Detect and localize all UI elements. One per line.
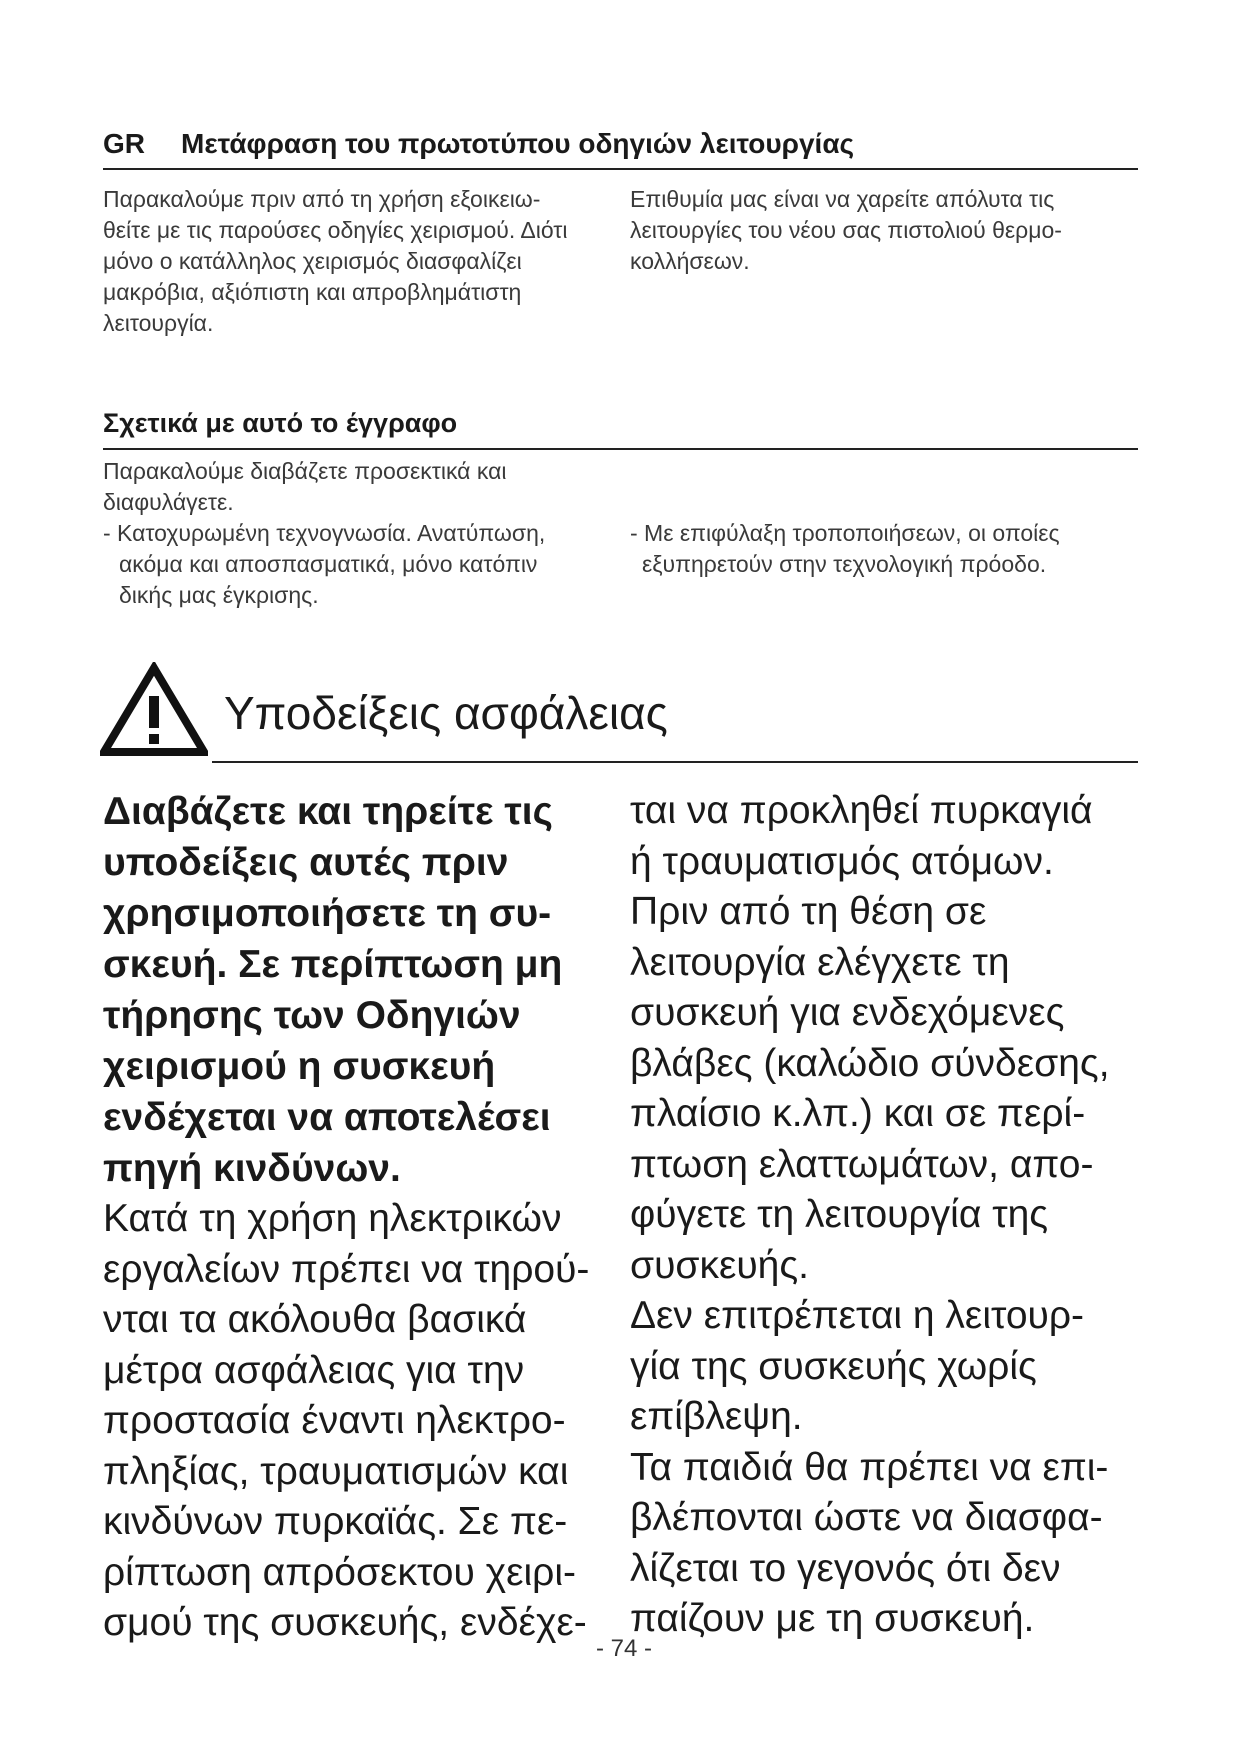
about-section-title (103, 408, 1138, 450)
intro-right-line: λειτουργίες του νέου σας πιστολιού θερμο- (630, 217, 1062, 243)
safety-right-line: Τα παιδιά θα πρέπει να επι- (630, 1445, 1109, 1489)
intro-left-line: θείτε με τις παρούσες οδηγίες χειρισμού. Διότι (103, 217, 568, 243)
safety-right-line: παίζουν με τη συσκευή. (630, 1597, 1035, 1640)
safety-left-line: εργαλείων πρέπει να τηρού- (103, 1247, 590, 1291)
safety-title: Υποδείξεις ασφάλειας (224, 687, 668, 739)
safety-right-line: πτωση ελαττωμάτων, απο- (630, 1142, 1094, 1186)
safety-right-line: ται να προκληθεί πυρκαγιά (630, 789, 1093, 832)
about-lead-line: Παρακαλούμε διαβάζετε προσεκτικά και (103, 458, 507, 484)
safety-left-line: μέτρα ασφάλειας για την (103, 1348, 525, 1392)
document-title: Μετάφραση του πρωτοτύπου οδηγιών λειτουργίας (181, 128, 855, 159)
safety-left-body (103, 1194, 613, 1649)
safety-right-line: ή τραυματισμός ατόμων. (630, 839, 1054, 883)
intro-left-line: μακρόβια, αξιόπιστη και απροβλημάτιστη (103, 279, 522, 305)
safety-right-body (630, 786, 1138, 1645)
bold-warning-line: σκευή. Σε περίπτωση μη (103, 943, 563, 986)
warning-triangle-icon (100, 662, 208, 758)
bold-warning-line: ενδέχεται να αποτελέσει (103, 1096, 551, 1139)
safety-right-line: φύγετε τη λειτουργία της (630, 1193, 1049, 1236)
intro-left-column (103, 184, 623, 339)
safety-right-line: Δεν επιτρέπεται η λειτουρ- (630, 1294, 1085, 1337)
safety-right-line: λειτουργία ελέγχετε τη (630, 940, 1010, 984)
about-left-column (103, 456, 623, 611)
about-right-item-line: - Με επιφύλαξη τροποποιήσεων, οι οποίες (630, 520, 1060, 546)
bold-warning-line: Διαβάζετε και τηρείτε τις (103, 790, 553, 833)
safety-left-line: νται τα ακόλουθα βασικά (103, 1298, 527, 1341)
intro-right-column (630, 184, 1138, 277)
intro-right-line: κολλήσεων. (630, 248, 750, 274)
about-title-text: Σχετικά με αυτό το έγγραφο (103, 408, 458, 438)
safety-right-line: συσκευής. (630, 1243, 810, 1287)
safety-right-line: συσκευή για ενδεχόμενες (630, 991, 1065, 1034)
safety-right-line: πλαίσιο κ.λπ.) και σε περί- (630, 1092, 1086, 1135)
about-left-item-line: δικής μας έγκρισης. (119, 582, 319, 608)
safety-right-line: βλέπονται ώστε να διασφα- (630, 1496, 1103, 1539)
page-number: - 74 - (596, 1635, 653, 1662)
safety-left-line: Κατά τη χρήση ηλεκτρικών (103, 1197, 562, 1240)
intro-left-line: λειτουργία. (103, 310, 214, 336)
intro-left-line: μόνο ο κατάλληλος χειρισμός διασφαλίζει (103, 248, 522, 274)
bold-warning-line: χρησιμοποιήσετε τη συ- (103, 892, 552, 935)
safety-right-line: Πριν από τη θέση σε (630, 890, 987, 933)
language-code: GR (103, 128, 145, 159)
safety-left-line: κινδύνων πυρκαϊάς. Σε πε- (103, 1500, 568, 1543)
about-right-column (630, 518, 1138, 580)
safety-left-line: προστασία έναντι ηλεκτρο- (103, 1399, 566, 1442)
safety-left-line: σμού της συσκευής, ενδέχε- (103, 1601, 587, 1644)
intro-right-line: Επιθυμία μας είναι να χαρείτε απόλυτα τις (630, 186, 1055, 212)
safety-right-line: γία της συσκευής χωρίς (630, 1344, 1037, 1388)
about-left-item-line: ακόμα και αποσπασματικά, μόνο κατόπιν (119, 551, 538, 577)
bold-warning-line: υποδείξεις αυτές πριν (103, 841, 509, 884)
intro-left-line: Παρακαλούμε πριν από τη χρήση εξοικειω- (103, 186, 541, 212)
page-header (103, 124, 1138, 170)
safety-left-line: πληξίας, τραυματισμών και (103, 1449, 569, 1493)
safety-right-line: λίζεται το γεγονός ότι δεν (630, 1546, 1061, 1590)
about-right-item-line: εξυπηρετούν στην τεχνολογική πρόοδο. (642, 551, 1047, 577)
safety-bold-warning (103, 786, 613, 1194)
about-left-item-line: - Κατοχυρωμένη τεχνογνωσία. Ανατύπωση, (103, 520, 546, 546)
about-lead-line: διαφυλάγετε. (103, 489, 234, 515)
bold-warning-line: τήρησης των Οδηγιών (103, 994, 521, 1037)
safety-left-line: ρίπτωση απρόσεκτου χειρι- (103, 1550, 577, 1594)
safety-right-line: βλάβες (καλώδιο σύνδεσης, (630, 1041, 1110, 1085)
bold-warning-line: πηγή κινδύνων. (103, 1147, 401, 1190)
safety-right-line: επίβλεψη. (630, 1395, 803, 1438)
bold-warning-line: χειρισμού η συσκευή (103, 1045, 496, 1088)
safety-divider (212, 761, 1138, 763)
